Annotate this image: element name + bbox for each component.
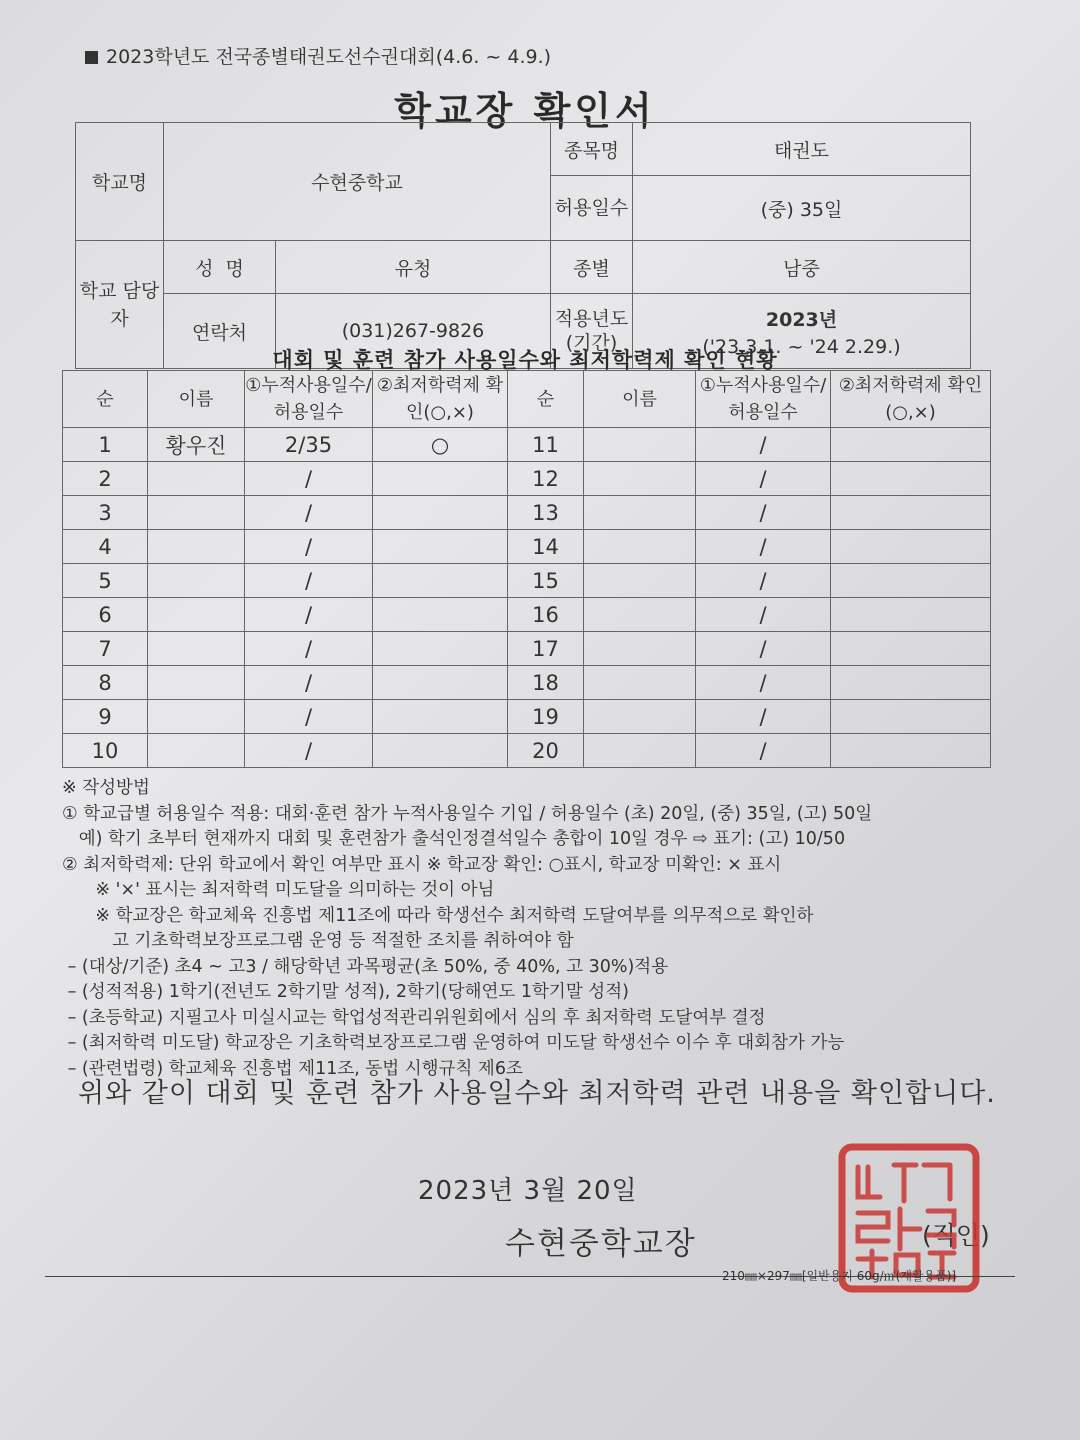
year-label: 적용년도 (기간) [551, 294, 633, 369]
instruction-line: – (성적적용) 1학기(전년도 2학기말 성적), 2학기(당해연도 1학기말 성적) [62, 982, 629, 1002]
row-number: 17 [508, 632, 584, 666]
row-days: / [696, 496, 831, 530]
instruction-line: – (관련법령) 학교체육 진흥법 제11조, 동법 시행규칙 제6조 [62, 1058, 523, 1079]
row-check [831, 700, 991, 734]
status-row [63, 632, 991, 666]
row-name [148, 462, 245, 496]
category-label: 종별 [551, 241, 633, 294]
row-check [831, 462, 991, 496]
row-name [148, 530, 245, 564]
status-row [63, 462, 991, 496]
col-days-left: ①누적사용일수/허용일수 [245, 371, 373, 428]
status-row [63, 598, 991, 632]
row-number: 16 [508, 598, 584, 632]
row-days: / [696, 598, 831, 632]
info-table [75, 122, 971, 369]
row-check [373, 462, 508, 496]
row-days: / [245, 632, 373, 666]
seal-label: (직인) [922, 1221, 990, 1250]
row-number: 5 [63, 564, 148, 598]
manager-label: 학교 담당자 [76, 241, 164, 369]
instruction-line: – (초등학교) 지필고사 미실시교는 학업성적관리위원회에서 심의 후 최저학력 도달여부 결정 [62, 1007, 766, 1028]
row-days: / [245, 598, 373, 632]
allowed-days-value: (중) 35일 [633, 176, 971, 241]
col-no-left: 순 [63, 371, 148, 428]
row-number: 12 [508, 462, 584, 496]
contact-value: (031)267-9826 [276, 294, 551, 369]
row-number: 10 [63, 734, 148, 768]
row-name [584, 598, 696, 632]
row-days: / [245, 496, 373, 530]
row-check [831, 496, 991, 530]
col-check-left: ②최저학력제 확인(○,×) [373, 371, 508, 428]
row-name [148, 700, 245, 734]
row-name [148, 564, 245, 598]
row-number: 15 [508, 564, 584, 598]
row-name [584, 496, 696, 530]
square-bullet-icon [85, 51, 98, 64]
event-line [85, 42, 551, 69]
instruction-line: 고 기초학력보장프로그램 운영 등 적절한 조치를 취하여야 함 [62, 931, 574, 951]
row-check [831, 734, 991, 768]
row-days: / [696, 564, 831, 598]
row-check [373, 598, 508, 632]
event-label: 종목명 [551, 123, 633, 176]
school-label: 학교명 [76, 123, 164, 241]
row-name [584, 734, 696, 768]
row-number: 7 [63, 632, 148, 666]
row-days: / [696, 530, 831, 564]
row-name [584, 462, 696, 496]
row-check [831, 632, 991, 666]
row-days: 2/35 [245, 428, 373, 462]
col-name-left: 이름 [148, 371, 245, 428]
row-number: 11 [508, 428, 584, 462]
row-number: 2 [63, 462, 148, 496]
status-row [63, 734, 991, 768]
row-check [831, 666, 991, 700]
instruction-line: ※ 학교장은 학교체육 진흥법 제11조에 따라 학생선수 최저학력 도달여부를 의무적으로 확인하 [62, 905, 814, 926]
row-name [148, 496, 245, 530]
row-days: / [245, 700, 373, 734]
instruction-line: – (대상/기준) 초4 ~ 고3 / 해당학년 과목평균(초 50%, 중 40%, 고 30%)적용 [62, 956, 669, 977]
row-check [373, 496, 508, 530]
document-title: 학교장 확인서 [394, 89, 656, 133]
row-days: / [696, 700, 831, 734]
row-check [373, 734, 508, 768]
col-no-right: 순 [508, 371, 584, 428]
contact-label: 연락처 [164, 294, 276, 369]
row-days: / [245, 564, 373, 598]
allowed-days-label: 허용일수 [551, 176, 633, 241]
row-number: 6 [63, 598, 148, 632]
instructions [62, 776, 1012, 1082]
status-row [63, 564, 991, 598]
category-value: 남중 [633, 241, 971, 294]
row-check [831, 428, 991, 462]
row-number: 19 [508, 700, 584, 734]
row-check [831, 598, 991, 632]
instruction-line: 예) 학기 초부터 현재까지 대회 및 훈련참가 출석인정결석일수 총합이 10일 경우 ⇨ 표기: (고) 10/50 [62, 829, 846, 849]
row-name [584, 428, 696, 462]
row-days: / [245, 530, 373, 564]
row-number: 4 [63, 530, 148, 564]
row-days: / [696, 734, 831, 768]
status-row [63, 700, 991, 734]
signature-date: 2023년 3월 20일 [418, 1176, 638, 1206]
row-check [373, 564, 508, 598]
period-value: ('23.3.1. ~ '24 2.29.) [702, 335, 901, 358]
row-number: 18 [508, 666, 584, 700]
status-row [63, 530, 991, 564]
status-body [63, 428, 991, 768]
row-name [584, 530, 696, 564]
row-name [148, 598, 245, 632]
row-check: ○ [373, 428, 508, 462]
event-value: 태권도 [633, 123, 971, 176]
row-number: 1 [63, 428, 148, 462]
status-row [63, 428, 991, 462]
paper-spec: 210㎜×297㎜[일반용지 60g/㎡(재활용품)] [722, 1269, 957, 1283]
row-name [584, 632, 696, 666]
row-days: / [245, 666, 373, 700]
row-days: / [245, 462, 373, 496]
col-check-right: ②최저학력제 확인(○,×) [831, 371, 991, 428]
confirmation-text: 위와 같이 대회 및 훈련 참가 사용일수와 최저학력 관련 내용을 확인합니다. [78, 1078, 996, 1109]
name-value: 유청 [276, 241, 551, 294]
status-row [63, 666, 991, 700]
row-number: 13 [508, 496, 584, 530]
instructions-heading: ※ 작성방법 [62, 778, 150, 798]
instruction-line: ※ '×' 표시는 최저학력 미도달을 의미하는 것이 아님 [62, 880, 495, 900]
row-number: 20 [508, 734, 584, 768]
row-name [584, 700, 696, 734]
year-value: 2023년 [765, 308, 838, 331]
instruction-line: ① 학교급별 허용일수 적용: 대회·훈련 참가 누적사용일수 기입 / 허용일수 (초) 20일, (중) 35일, (고) 50일 [62, 803, 873, 824]
status-header-row [63, 371, 991, 428]
row-check [373, 666, 508, 700]
row-name [584, 564, 696, 598]
col-name-right: 이름 [584, 371, 696, 428]
instruction-line: ② 최저학력제: 단위 학교에서 확인 여부만 표시 ※ 학교장 확인: ○표시, 학교장 미확인: × 표시 [62, 854, 782, 875]
row-name [148, 666, 245, 700]
instruction-line: – (최저학력 미도달) 학교장은 기초학력보장프로그램 운영하여 미도달 학생선수 이수 후 대회참가 가능 [62, 1033, 845, 1053]
row-check [831, 564, 991, 598]
status-table [62, 370, 991, 768]
row-check [373, 700, 508, 734]
row-name [148, 734, 245, 768]
row-days: / [696, 632, 831, 666]
row-name: 황우진 [148, 428, 245, 462]
principal-name: 수현중학교장 [505, 1226, 697, 1262]
row-number: 8 [63, 666, 148, 700]
row-check [373, 632, 508, 666]
row-name [584, 666, 696, 700]
row-name [148, 632, 245, 666]
row-days: / [245, 734, 373, 768]
row-check [373, 530, 508, 564]
row-number: 3 [63, 496, 148, 530]
row-number: 14 [508, 530, 584, 564]
status-title: 대회 및 훈련 참가 사용일수와 최저학력제 확인 현황 [272, 348, 778, 372]
event-line-text: 2023학년도 전국종별태권도선수권대회(4.6. ~ 4.9.) [106, 46, 552, 68]
name-label: 성 명 [164, 241, 276, 294]
row-days: / [696, 428, 831, 462]
row-days: / [696, 666, 831, 700]
row-number: 9 [63, 700, 148, 734]
row-days: / [696, 462, 831, 496]
status-row [63, 496, 991, 530]
row-check [831, 530, 991, 564]
col-days-right: ①누적사용일수/허용일수 [696, 371, 831, 428]
school-value: 수현중학교 [164, 123, 551, 241]
